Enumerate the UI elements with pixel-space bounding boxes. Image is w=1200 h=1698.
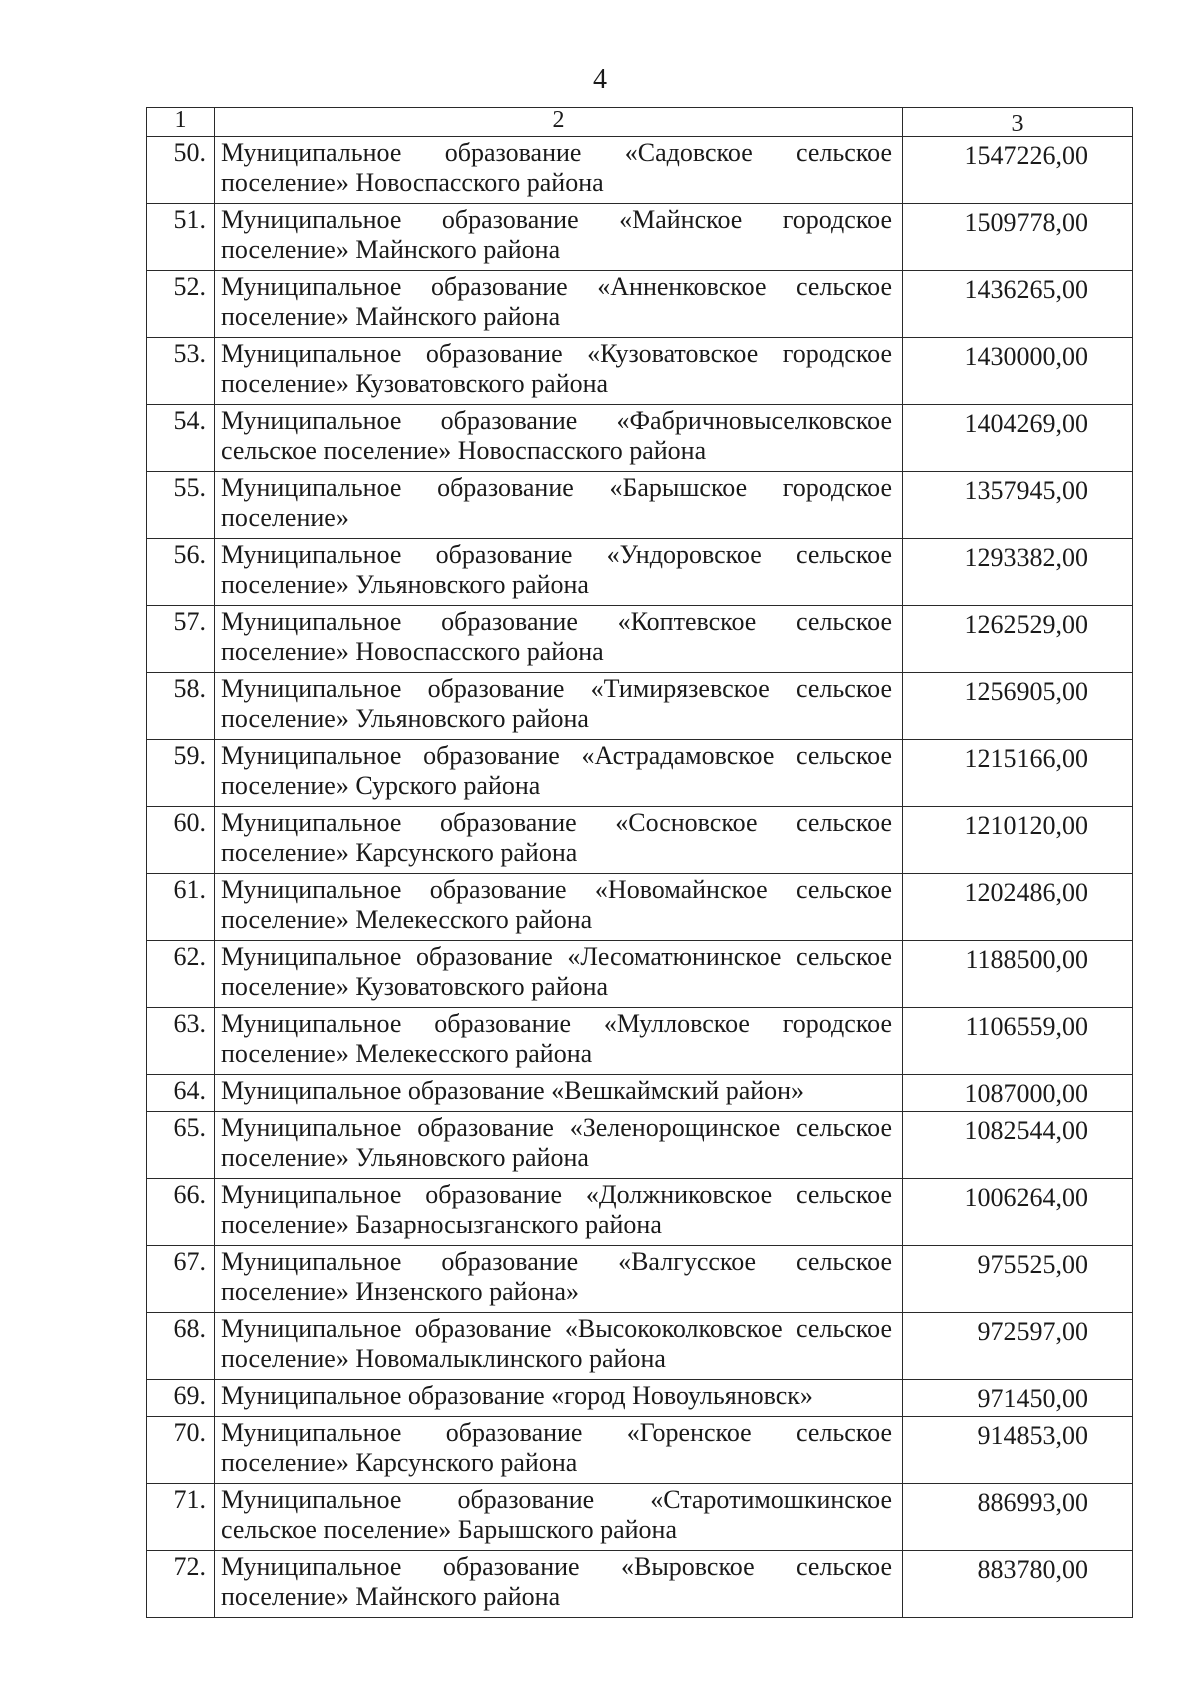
row-number: 52.: [147, 271, 215, 338]
table-row: [147, 1551, 1133, 1618]
row-number: 51.: [147, 204, 215, 271]
row-number: 58.: [147, 673, 215, 740]
row-number: 61.: [147, 874, 215, 941]
table-row: [147, 204, 1133, 271]
table-row: [147, 539, 1133, 606]
municipality-name: Муниципальное образование «Сосновское сельское поселение» Карсунского района: [215, 807, 903, 874]
row-amount: 1215166,00: [903, 740, 1133, 807]
row-number: 56.: [147, 539, 215, 606]
row-number: 69.: [147, 1380, 215, 1417]
table-row: [147, 405, 1133, 472]
header-col-1: 1: [147, 108, 215, 137]
table-row: [147, 1246, 1133, 1313]
municipality-name: Муниципальное образование «Вешкаймский район»: [215, 1075, 903, 1112]
table-row: [147, 1484, 1133, 1551]
municipality-name: Муниципальное образование «Тимирязевское сельское поселение» Ульяновского района: [215, 673, 903, 740]
row-amount: 1210120,00: [903, 807, 1133, 874]
municipality-name: Муниципальное образование «Мулловское городское поселение» Мелекесского района: [215, 1008, 903, 1075]
municipality-name: Муниципальное образование «Астрадамовское сельское поселение» Сурского района: [215, 740, 903, 807]
row-number: 50.: [147, 137, 215, 204]
table-row: [147, 1008, 1133, 1075]
row-number: 64.: [147, 1075, 215, 1112]
row-amount: 1357945,00: [903, 472, 1133, 539]
municipality-name: Муниципальное образование «Лесоматюнинское сельское поселение» Кузоватовского района: [215, 941, 903, 1008]
table-row: [147, 941, 1133, 1008]
municipality-name: Муниципальное образование «Высококолковское сельское поселение» Новомалыклинского района: [215, 1313, 903, 1380]
municipality-name: Муниципальное образование «Барышское городское поселение»: [215, 472, 903, 539]
municipality-name: Муниципальное образование «Садовское сельское поселение» Новоспасского района: [215, 137, 903, 204]
row-amount: 1430000,00: [903, 338, 1133, 405]
row-number: 68.: [147, 1313, 215, 1380]
row-amount: 1087000,00: [903, 1075, 1133, 1112]
row-number: 66.: [147, 1179, 215, 1246]
row-amount: 883780,00: [903, 1551, 1133, 1618]
row-amount: 1006264,00: [903, 1179, 1133, 1246]
municipality-name: Муниципальное образование «Ундоровское сельское поселение» Ульяновского района: [215, 539, 903, 606]
row-number: 59.: [147, 740, 215, 807]
header-col-3: 3: [903, 108, 1133, 137]
table-row: [147, 271, 1133, 338]
municipality-name: Муниципальное образование «Анненковское сельское поселение» Майнского района: [215, 271, 903, 338]
row-number: 65.: [147, 1112, 215, 1179]
municipality-name: Муниципальное образование «Кузоватовское городское поселение» Кузоватовского района: [215, 338, 903, 405]
municipality-name: Муниципальное образование «Майнское городское поселение» Майнского района: [215, 204, 903, 271]
table-row: [147, 1179, 1133, 1246]
table-row: [147, 1313, 1133, 1380]
municipality-name: Муниципальное образование «город Новоульяновск»: [215, 1380, 903, 1417]
municipality-name: Муниципальное образование «Коптевское сельское поселение» Новоспасского района: [215, 606, 903, 673]
table-row: [147, 1112, 1133, 1179]
row-number: 67.: [147, 1246, 215, 1313]
row-amount: 886993,00: [903, 1484, 1133, 1551]
table-row: [147, 137, 1133, 204]
municipality-name: Муниципальное образование «Валгусское сельское поселение» Инзенского района»: [215, 1246, 903, 1313]
row-amount: 975525,00: [903, 1246, 1133, 1313]
table-row: [147, 338, 1133, 405]
row-number: 62.: [147, 941, 215, 1008]
row-amount: 1188500,00: [903, 941, 1133, 1008]
row-amount: 971450,00: [903, 1380, 1133, 1417]
row-number: 57.: [147, 606, 215, 673]
municipality-name: Муниципальное образование «Должниковское сельское поселение» Базарносызганского района: [215, 1179, 903, 1246]
table-header-row: [147, 108, 1133, 137]
row-amount: 1106559,00: [903, 1008, 1133, 1075]
header-col-2: 2: [215, 108, 903, 137]
row-number: 71.: [147, 1484, 215, 1551]
row-number: 53.: [147, 338, 215, 405]
row-number: 54.: [147, 405, 215, 472]
table-row: [147, 606, 1133, 673]
table-row: [147, 472, 1133, 539]
table-row: [147, 807, 1133, 874]
row-amount: 1293382,00: [903, 539, 1133, 606]
row-amount: 1256905,00: [903, 673, 1133, 740]
table-row: [147, 740, 1133, 807]
table-row: [147, 1380, 1133, 1417]
row-amount: 1436265,00: [903, 271, 1133, 338]
table-row: [147, 1075, 1133, 1112]
row-amount: 1202486,00: [903, 874, 1133, 941]
row-amount: 914853,00: [903, 1417, 1133, 1484]
row-number: 63.: [147, 1008, 215, 1075]
municipality-name: Муниципальное образование «Горенское сельское поселение» Карсунского района: [215, 1417, 903, 1484]
row-amount: 1547226,00: [903, 137, 1133, 204]
table-row: [147, 874, 1133, 941]
municipality-name: Муниципальное образование «Фабричновыселковское сельское поселение» Новоспасского района: [215, 405, 903, 472]
row-number: 70.: [147, 1417, 215, 1484]
row-number: 55.: [147, 472, 215, 539]
table-row: [147, 673, 1133, 740]
page-number: 4: [593, 64, 607, 95]
allocation-table: [146, 107, 1133, 1618]
table-row: [147, 1417, 1133, 1484]
row-amount: 1509778,00: [903, 204, 1133, 271]
municipality-name: Муниципальное образование «Старотимошкинское сельское поселение» Барышского района: [215, 1484, 903, 1551]
row-amount: 972597,00: [903, 1313, 1133, 1380]
row-amount: 1082544,00: [903, 1112, 1133, 1179]
row-number: 60.: [147, 807, 215, 874]
municipality-name: Муниципальное образование «Зеленорощинское сельское поселение» Ульяновского района: [215, 1112, 903, 1179]
row-amount: 1404269,00: [903, 405, 1133, 472]
row-number: 72.: [147, 1551, 215, 1618]
municipality-name: Муниципальное образование «Выровское сельское поселение» Майнского района: [215, 1551, 903, 1618]
row-amount: 1262529,00: [903, 606, 1133, 673]
municipality-name: Муниципальное образование «Новомайнское сельское поселение» Мелекесского района: [215, 874, 903, 941]
